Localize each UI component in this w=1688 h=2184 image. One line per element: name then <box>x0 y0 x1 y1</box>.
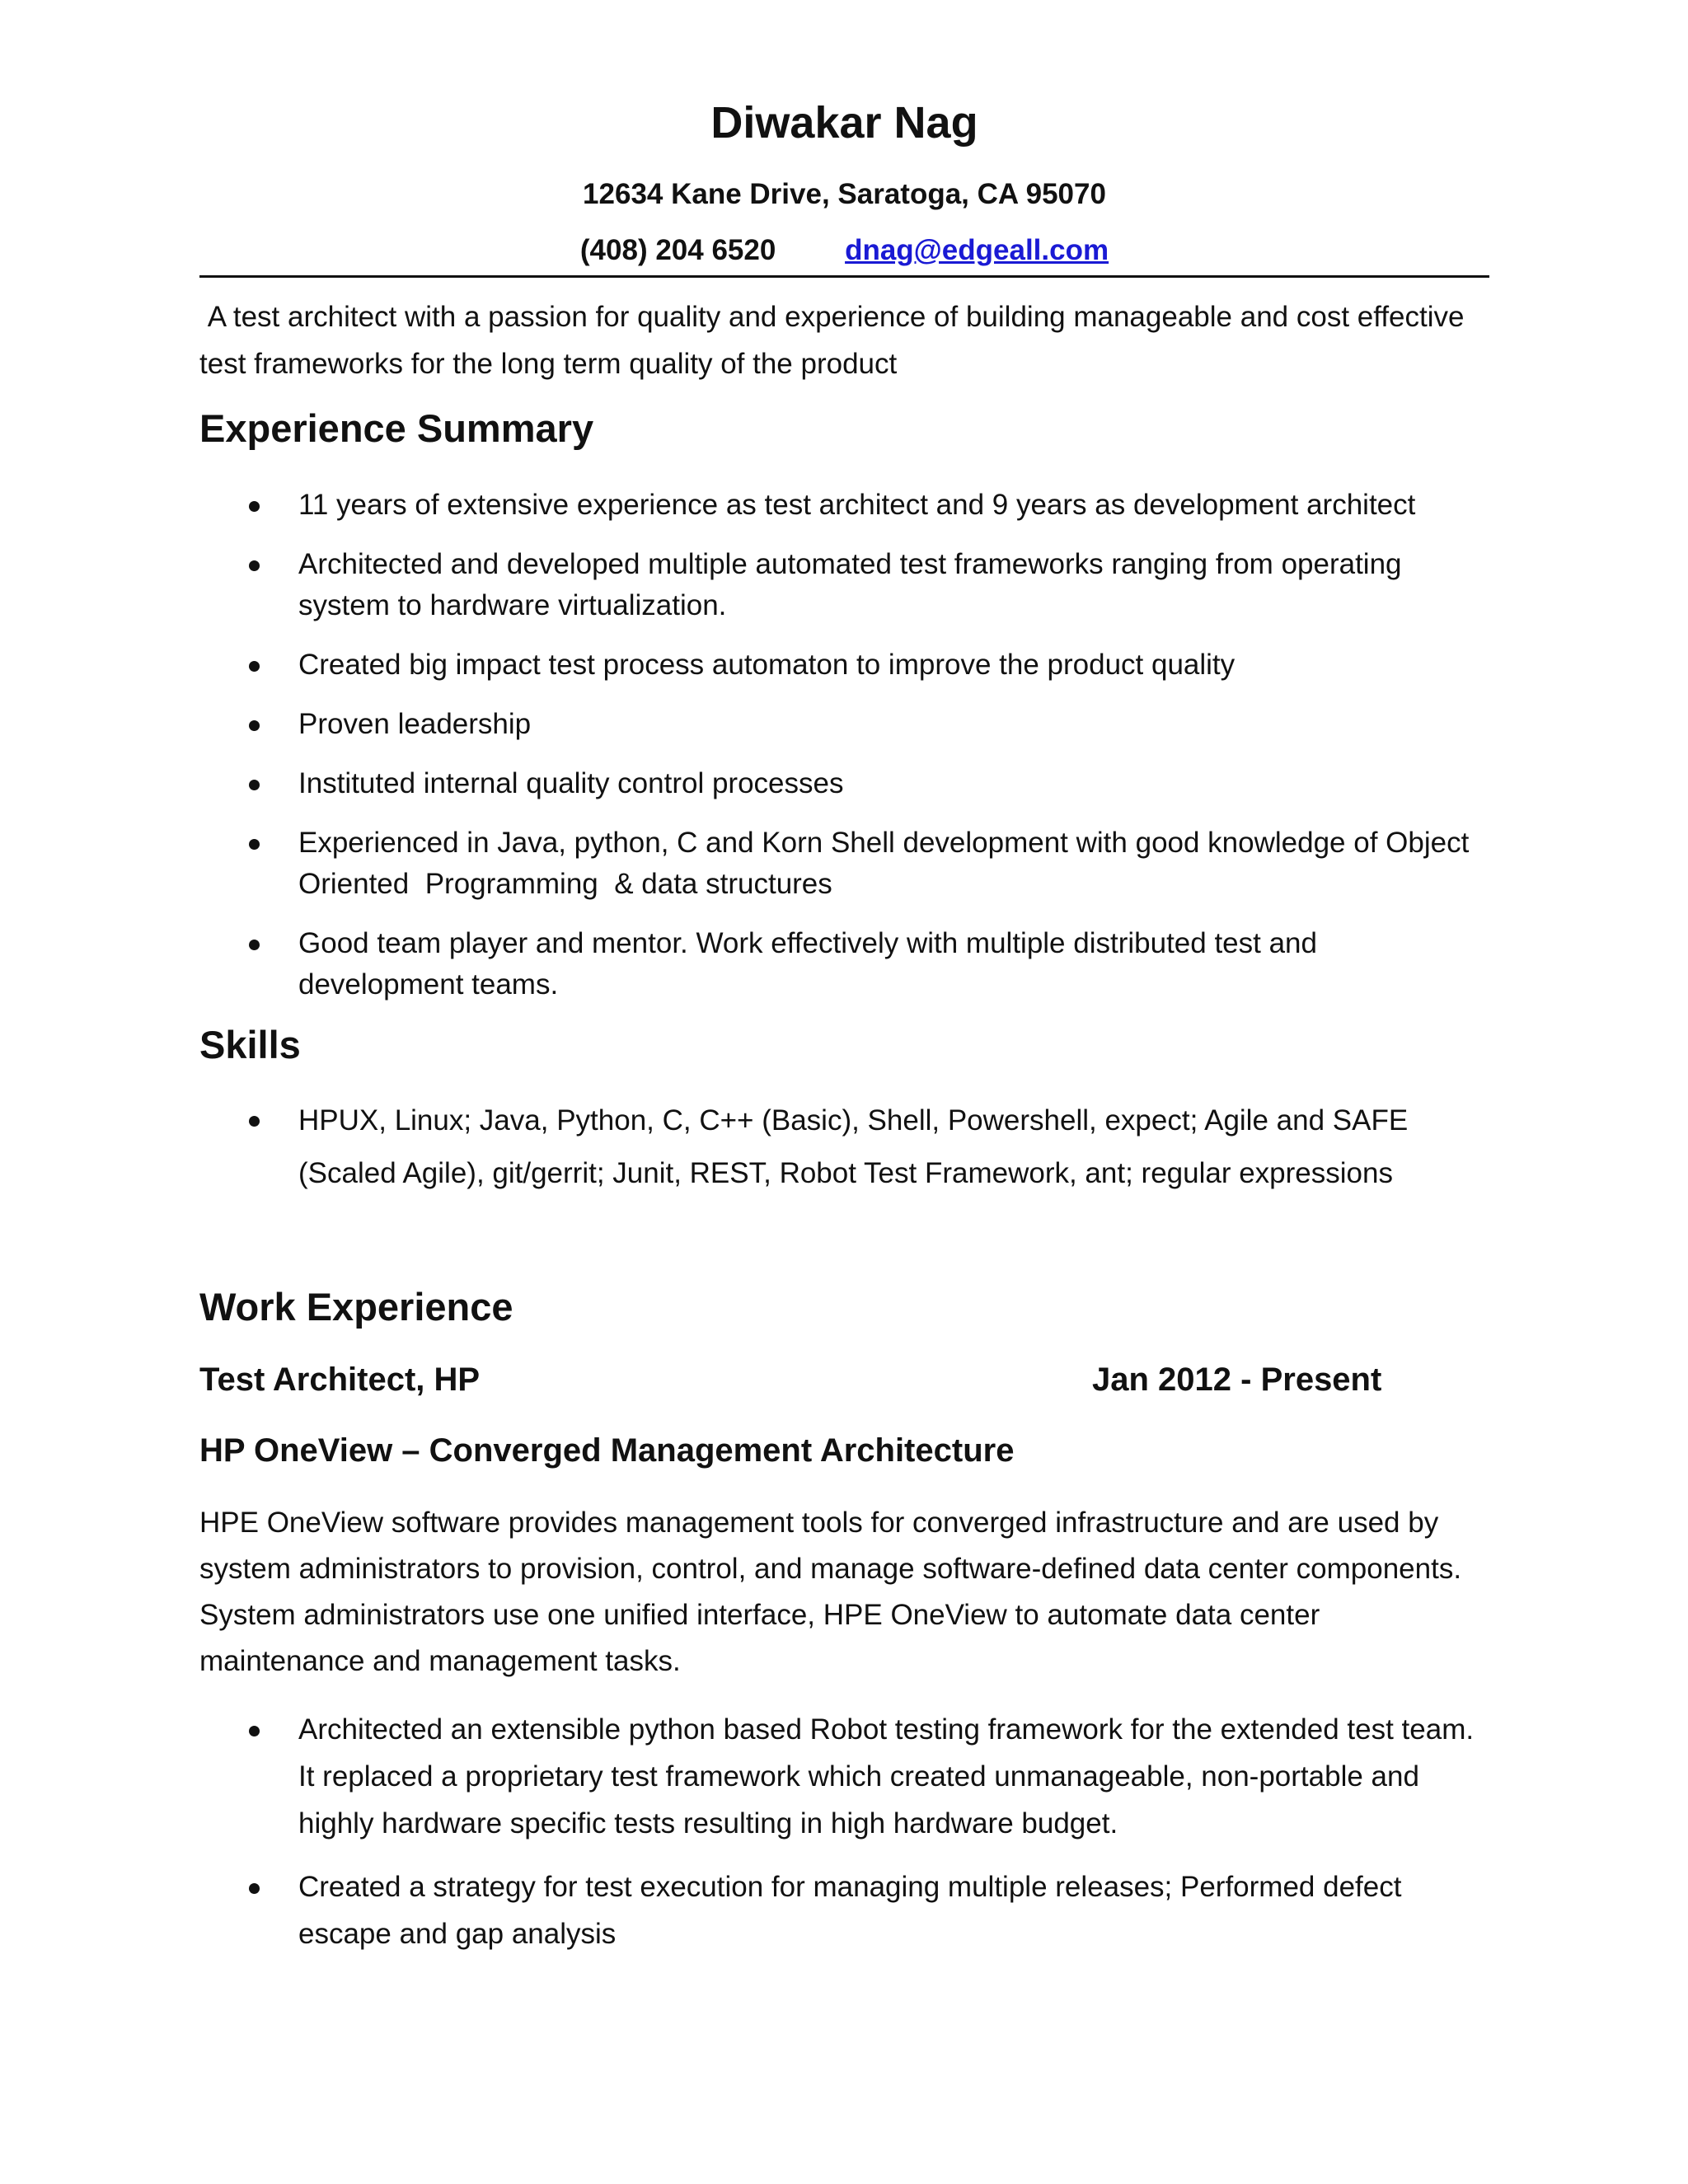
experience-summary-heading: Experience Summary <box>199 406 594 450</box>
list-item <box>199 823 1489 905</box>
bullet-icon <box>249 501 260 512</box>
bullet-icon <box>249 940 260 950</box>
candidate-phone: (408) 204 6520 <box>579 234 776 266</box>
experience-summary-list <box>199 485 1489 1024</box>
list-item-text: Proven leadership <box>298 708 532 740</box>
list-item <box>199 1863 1489 1957</box>
list-item-text: Created a strategy for test execution for managing multiple releases; Performed defect escape and gap analysis <box>298 1871 1402 1950</box>
project-description: HPE OneView software provides management tools for converged infrastructure and are used by system administrators to provision, control, and manage software-defined data center components. System administrators use one unified interface, HPE OneView to automate data center maintenance and management tasks. <box>199 1507 1462 1677</box>
candidate-name: Diwakar Nag <box>710 98 978 148</box>
profile-summary: A test architect with a passion for quality and experience of building manageable and cost effective test frameworks for the long term quality of the product <box>199 301 1473 380</box>
bullet-icon <box>249 661 260 672</box>
list-item-text: Architected an extensible python based Robot testing framework for the extended test team. It replaced a proprietary test framework which created unmanageable, non-portable and highly hardware specific tests resulting in high hardware budget. <box>298 1713 1475 1840</box>
contact-line <box>199 234 1489 267</box>
list-item-text: HPUX, Linux; Java, Python, C, C++ (Basic), Shell, Powershell, expect; Agile and SAFE (Scaled Agile), git/gerrit; Junit, REST, Robot Test Framework, ant; regular expressions <box>298 1104 1409 1189</box>
list-item <box>199 1094 1489 1200</box>
candidate-address: 12634 Kane Drive, Saratoga, CA 95070 <box>583 178 1106 210</box>
list-item <box>199 763 1489 804</box>
list-item <box>199 544 1489 626</box>
job-title: Test Architect, HP <box>199 1361 481 1398</box>
work-experience-heading: Work Experience <box>199 1285 513 1329</box>
list-item-text: Experienced in Java, python, C and Korn Shell development with good knowledge of Object Oriented Programming & data structures <box>298 827 1478 900</box>
header-divider <box>199 275 1489 278</box>
bullet-icon <box>249 1116 260 1127</box>
job-dates: Jan 2012 - Present <box>1092 1361 1382 1398</box>
bullet-icon <box>249 839 260 850</box>
project-title: HP OneView – Converged Management Architecture <box>199 1432 1015 1469</box>
job-responsibilities-list <box>199 1706 1489 1974</box>
skills-heading: Skills <box>199 1023 301 1066</box>
list-item-text: Good team player and mentor. Work effectively with multiple distributed test and development teams. <box>298 927 1317 1001</box>
list-item <box>199 1706 1489 1847</box>
bullet-icon <box>249 720 260 731</box>
bullet-icon <box>249 780 260 790</box>
bullet-icon <box>249 1883 260 1894</box>
list-item-text: Architected and developed multiple automated test frameworks ranging from operating system to hardware virtualization. <box>298 548 1402 621</box>
list-item-text: Created big impact test process automaton to improve the product quality <box>298 649 1236 681</box>
bullet-icon <box>249 1726 260 1736</box>
list-item <box>199 704 1489 745</box>
email-link[interactable]: dnag@edgeall.com <box>845 234 1109 266</box>
list-item <box>199 923 1489 1005</box>
list-item <box>199 644 1489 686</box>
bullet-icon <box>249 560 260 571</box>
job-header <box>199 1361 1489 1399</box>
list-item-text: Instituted internal quality control processes <box>298 767 844 799</box>
list-item <box>199 485 1489 526</box>
skills-list <box>199 1094 1489 1218</box>
list-item-text: 11 years of extensive experience as test architect and 9 years as development architect <box>298 489 1416 521</box>
